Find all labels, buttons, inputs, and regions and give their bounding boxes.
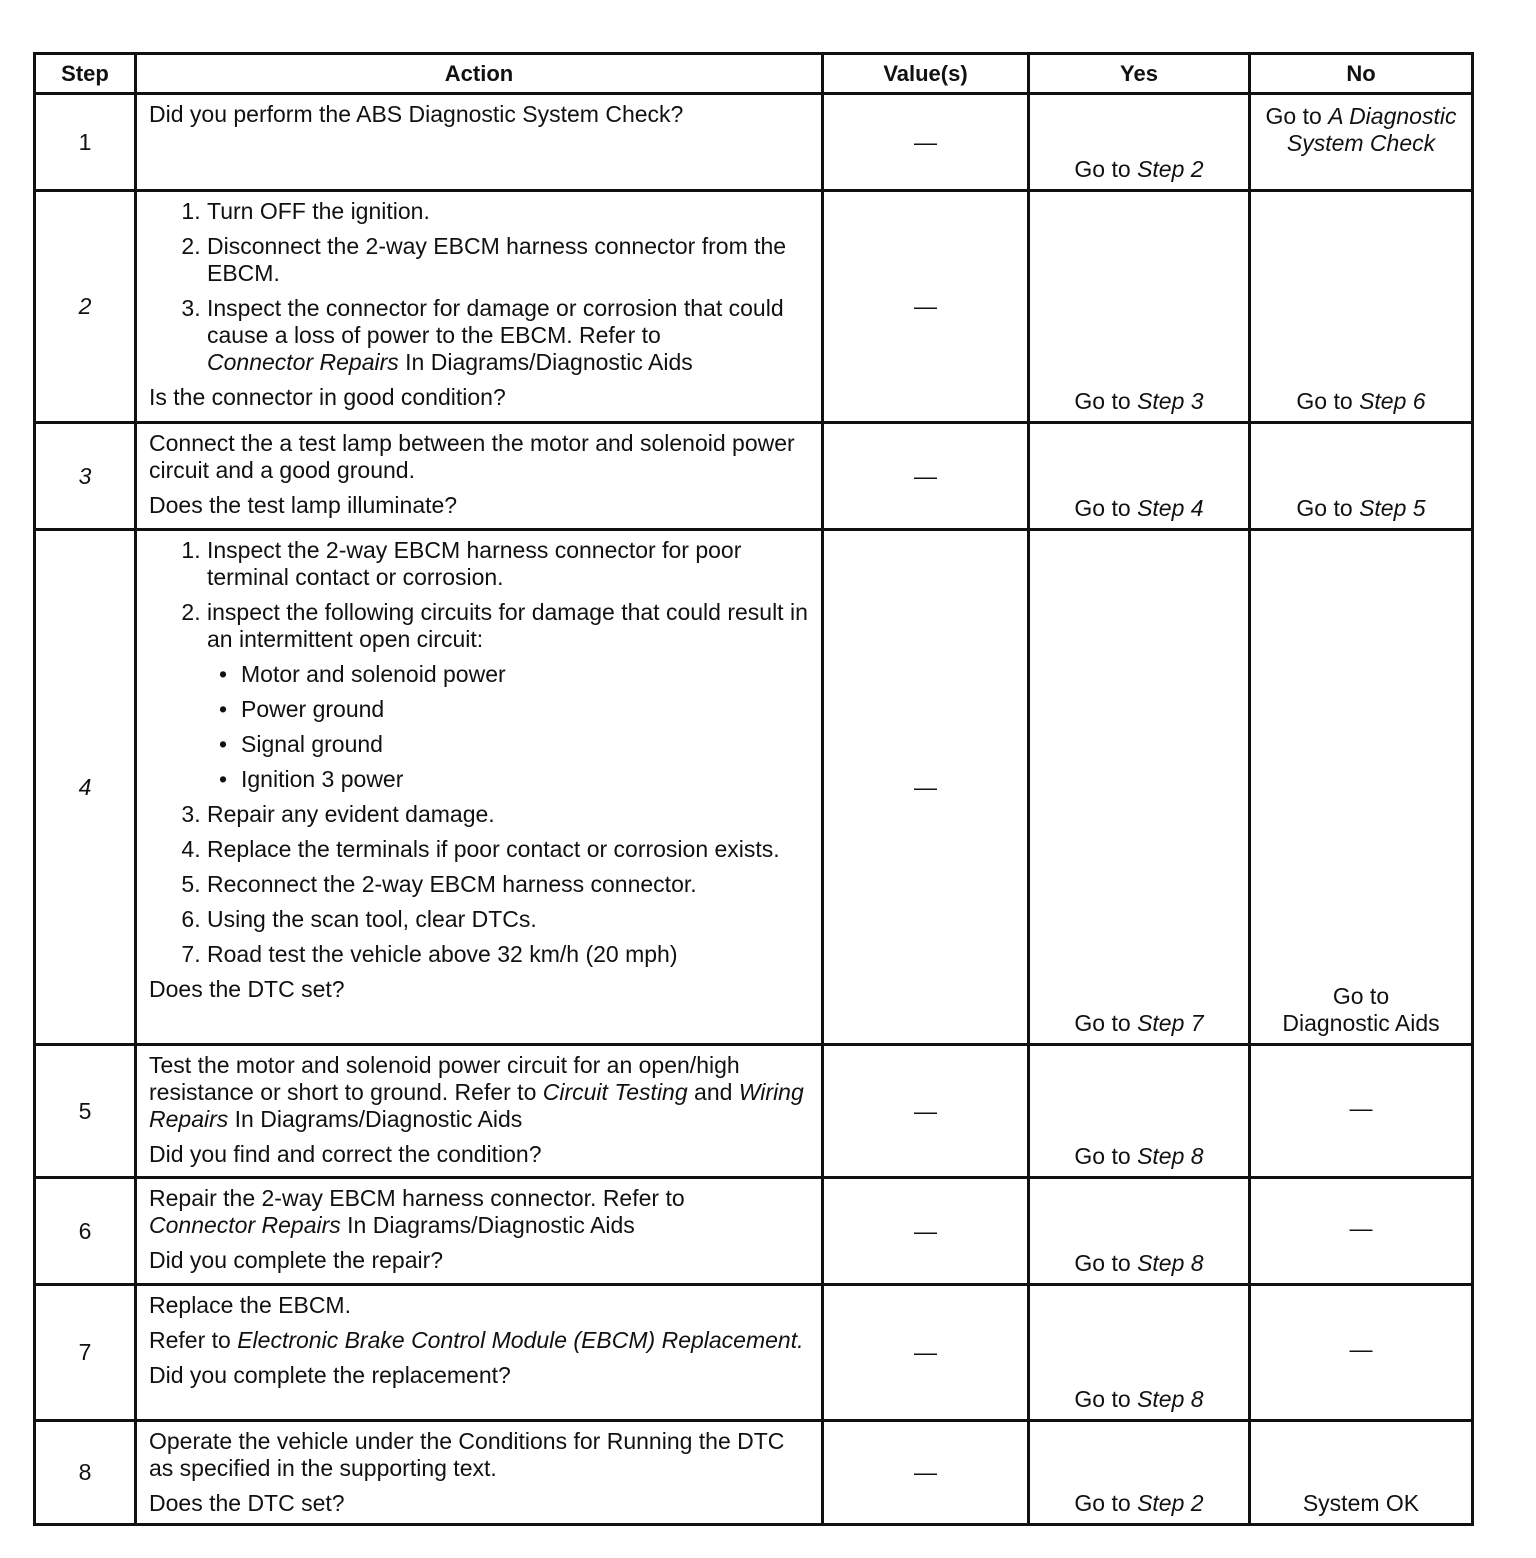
table-row xyxy=(35,191,1473,423)
value-cell: — xyxy=(823,1421,1029,1525)
no-cell: System OK xyxy=(1250,1421,1473,1525)
action-text: Did you perform the ABS Diagnostic System Check? xyxy=(149,101,684,127)
step-link: Step 2 xyxy=(1137,1490,1204,1516)
table-row xyxy=(35,1045,1473,1178)
action-cell xyxy=(136,1421,823,1525)
diagnostic-table xyxy=(33,52,1474,1526)
list-item: 3. Repair any evident damage. xyxy=(207,801,811,828)
step-link: Step 8 xyxy=(1137,1250,1204,1276)
yes-cell: Go to Step 3 xyxy=(1029,191,1250,423)
no-cell: Go to Diagnostic Aids xyxy=(1250,530,1473,1045)
step-link: Step 8 xyxy=(1137,1386,1204,1412)
yes-cell: Go to Step 8 xyxy=(1029,1045,1250,1178)
step-link: Step 7 xyxy=(1137,1010,1204,1036)
procedure-link: A Diagnostic System Check xyxy=(1286,103,1457,156)
action-text: Test the motor and solenoid power circuit for an open/high resistance or short to ground. Refer to Circuit Testing and Wiring Repairs In Diagrams/Diagnostic Aids xyxy=(149,1052,804,1132)
value-cell: — xyxy=(823,423,1029,530)
step-number: 1 xyxy=(35,94,136,191)
step-link: Step 4 xyxy=(1137,495,1204,521)
step-link: Step 2 xyxy=(1137,156,1204,182)
bullet-item: • Signal ground xyxy=(241,731,811,758)
action-cell xyxy=(136,530,823,1045)
step-number: 3 xyxy=(35,423,136,530)
question-text: Is the connector in good condition? xyxy=(149,384,506,410)
header-step: Step xyxy=(35,54,136,94)
yes-cell: Go to Step 7 xyxy=(1029,530,1250,1045)
yes-cell: Go to Step 8 xyxy=(1029,1178,1250,1285)
header-action: Action xyxy=(136,54,823,94)
yes-cell: Go to Step 4 xyxy=(1029,423,1250,530)
header-values: Value(s) xyxy=(823,54,1029,94)
circuit-list xyxy=(207,661,811,793)
table-row xyxy=(35,1285,1473,1421)
list-item: 2. Disconnect the 2-way EBCM harness connector from the EBCM. xyxy=(207,233,811,287)
value-cell: — xyxy=(823,191,1029,423)
value-cell: — xyxy=(823,530,1029,1045)
step-number: 2 xyxy=(35,191,136,423)
reference-link: Connector Repairs xyxy=(149,1212,341,1238)
list-item: 3. Inspect the connector for damage or corrosion that could cause a loss of power to the EBCM. Refer to Connector Repairs In Diagrams/Diagnostic Aids xyxy=(207,295,811,376)
bullet-item: • Power ground xyxy=(241,696,811,723)
list-item: 1. Turn OFF the ignition. xyxy=(207,198,811,225)
no-cell: Go to A Diagnostic System Check xyxy=(1250,94,1473,191)
no-cell: Go to Step 6 xyxy=(1250,191,1473,423)
value-cell: — xyxy=(823,1045,1029,1178)
list-item: 6. Using the scan tool, clear DTCs. xyxy=(207,906,811,933)
step-number: 7 xyxy=(35,1285,136,1421)
table-row xyxy=(35,1421,1473,1525)
header-yes: Yes xyxy=(1029,54,1250,94)
header-no: No xyxy=(1250,54,1473,94)
list-item: 4. Replace the terminals if poor contact or corrosion exists. xyxy=(207,836,811,863)
question-text: Does the DTC set? xyxy=(149,976,345,1002)
action-cell xyxy=(136,423,823,530)
table-row xyxy=(35,530,1473,1045)
list-item: 5. Reconnect the 2-way EBCM harness connector. xyxy=(207,871,811,898)
value-cell: — xyxy=(823,94,1029,191)
list-item: 7. Road test the vehicle above 32 km/h (20 mph) xyxy=(207,941,811,968)
action-cell xyxy=(136,94,823,191)
step-link: Step 5 xyxy=(1359,495,1426,521)
no-cell: — xyxy=(1250,1045,1473,1178)
step-number: 4 xyxy=(35,530,136,1045)
question-text: Did you complete the repair? xyxy=(149,1247,444,1273)
step-number: 6 xyxy=(35,1178,136,1285)
yes-cell: Go to Step 2 xyxy=(1029,1421,1250,1525)
yes-cell: Go to Step 8 xyxy=(1029,1285,1250,1421)
action-text: Replace the EBCM. xyxy=(149,1292,351,1318)
question-text: Did you find and correct the condition? xyxy=(149,1141,542,1167)
bullet-item: • Ignition 3 power xyxy=(241,766,811,793)
reference-link: Connector Repairs xyxy=(207,349,399,375)
no-cell: Go to Step 5 xyxy=(1250,423,1473,530)
value-cell: — xyxy=(823,1285,1029,1421)
reference-text: Refer to Electronic Brake Control Module (EBCM) Replacement. xyxy=(149,1327,804,1353)
bullet-item: • Motor and solenoid power xyxy=(241,661,811,688)
reference-link: Wiring Repairs xyxy=(149,1079,804,1132)
step-link: Step 6 xyxy=(1359,388,1426,414)
no-cell: — xyxy=(1250,1285,1473,1421)
list-item: 2. inspect the following circuits for damage that could result in an intermittent open circuit: • Motor and solenoid power • Power ground • Signal ground • Ignition 3 power xyxy=(207,599,811,793)
table-row xyxy=(35,94,1473,191)
action-text: Operate the vehicle under the Conditions for Running the DTC as specified in the supporting text. xyxy=(149,1428,785,1481)
action-cell xyxy=(136,1285,823,1421)
value-cell: — xyxy=(823,1178,1029,1285)
action-cell xyxy=(136,1178,823,1285)
table-row xyxy=(35,423,1473,530)
step-link: Step 8 xyxy=(1137,1143,1204,1169)
step-number: 8 xyxy=(35,1421,136,1525)
action-text: Connect the a test lamp between the motor and solenoid power circuit and a good ground. xyxy=(149,430,795,483)
action-cell xyxy=(136,191,823,423)
action-cell xyxy=(136,1045,823,1178)
reference-link: Circuit Testing xyxy=(542,1079,688,1105)
instruction-list xyxy=(149,198,811,376)
header-row xyxy=(35,54,1473,94)
list-item: 1. Inspect the 2-way EBCM harness connector for poor terminal contact or corrosion. xyxy=(207,537,811,591)
reference-link: Electronic Brake Control Module (EBCM) Replacement xyxy=(237,1327,798,1353)
yes-cell: Go to Step 2 xyxy=(1029,94,1250,191)
question-text: Does the DTC set? xyxy=(149,1490,345,1516)
action-text: Repair the 2-way EBCM harness connector. Refer to Connector Repairs In Diagrams/Diagnostic Aids xyxy=(149,1185,685,1238)
question-text: Did you complete the replacement? xyxy=(149,1362,511,1388)
step-link: Step 3 xyxy=(1137,388,1204,414)
step-number: 5 xyxy=(35,1045,136,1178)
instruction-list xyxy=(149,537,811,968)
no-cell: — xyxy=(1250,1178,1473,1285)
question-text: Does the test lamp illuminate? xyxy=(149,492,458,518)
table-row xyxy=(35,1178,1473,1285)
procedure-link: Diagnostic Aids xyxy=(1282,1010,1440,1036)
